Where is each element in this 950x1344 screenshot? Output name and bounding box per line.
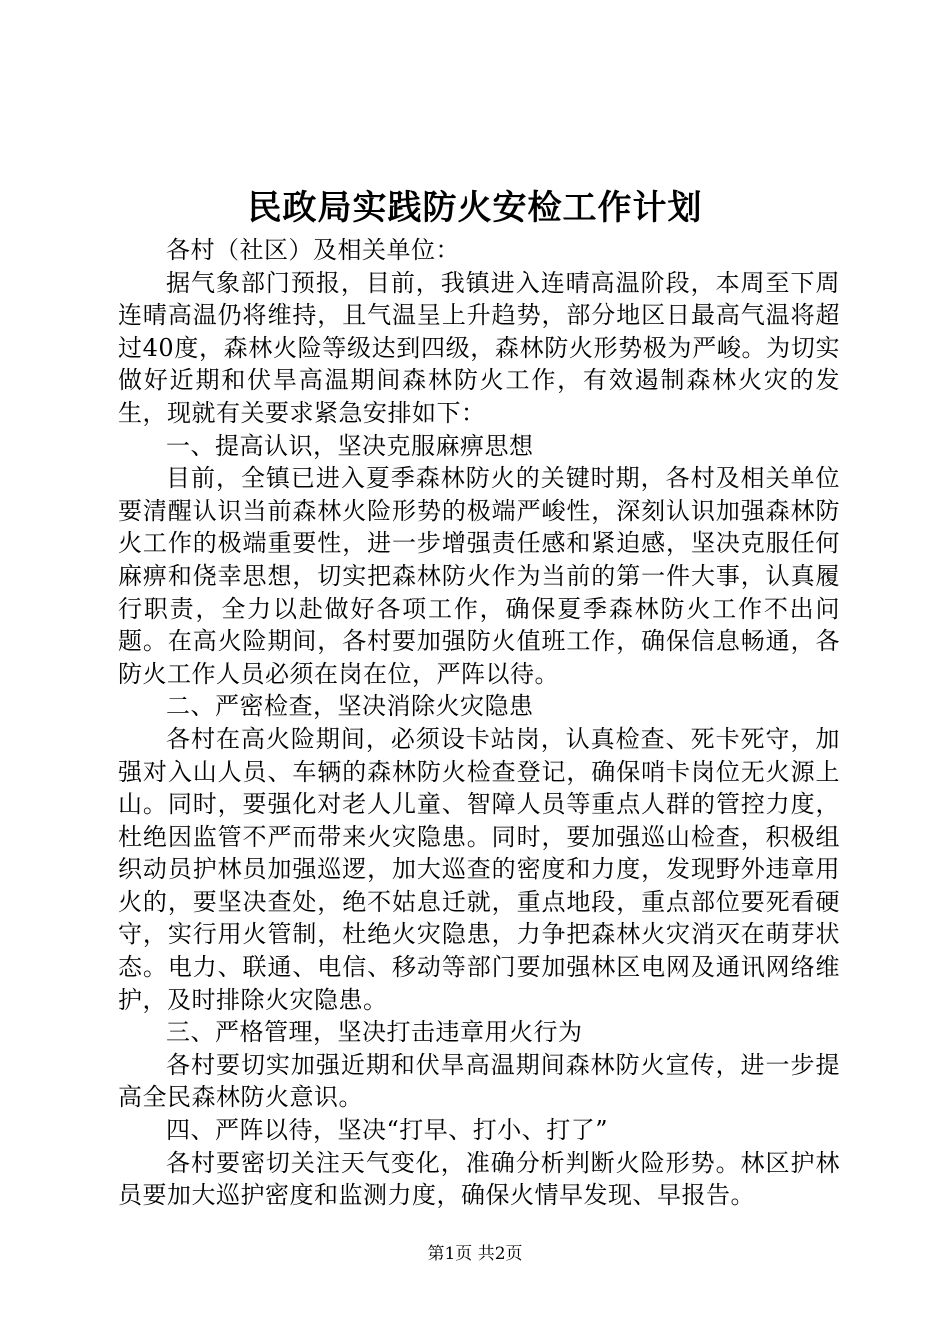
paragraph-section-3: 各村要切实加强近期和伏旱高温期间森林防火宣传，进一步提高全民森林防火意识。	[118, 1050, 840, 1112]
paragraph-intro: 据气象部门预报，目前，我镇进入连晴高温阶段，本周至下周连晴高温仍将维持，且气温呈上升趋势，部分地区日最高气温将超过40度，森林火险等级达到四级，森林防火形势极为严峻。为切实做好近期和伏旱高温期间森林防火工作，有效遏制森林火灾的发生，现就有关要求紧急安排如下：	[118, 268, 840, 427]
paragraph-section-2: 各村在高火险期间，必须设卡站岗，认真检查、死卡死守，加强对入山人员、车辆的森林防火检查登记，确保哨卡岗位无火源上山。同时，要强化对老人儿童、智障人员等重点人群的管控力度，杜绝因监管不严而带来火灾隐患。同时，要加强巡山检查，积极组织动员护林员加强巡逻，加大巡查的密度和力度，发现野外违章用火的，要坚决查处，绝不姑息迁就，重点地段，重点部位要死看硬守，实行用火管制，杜绝火灾隐患，力争把森林火灾消灭在萌芽状态。电力、联通、电信、移动等部门要加强林区电网及通讯网络维护，及时排除火灾隐患。	[118, 724, 840, 1014]
document-title: 民政局实践防火安检工作计划	[247, 188, 703, 228]
paragraph-section-1: 目前，全镇已进入夏季森林防火的关键时期，各村及相关单位要清醒认识当前森林火险形势的极端严峻性，深刻认识加强森林防火工作的极端重要性，进一步增强责任感和紧迫感，坚决克服任何麻痹和侥幸思想，切实把森林防火作为当前的第一件大事，认真履行职责，全力以赴做好各项工作，确保夏季森林防火工作不出问题。在高火险期间，各村要加强防火值班工作，确保信息畅通，各防火工作人员必须在岗在位，严阵以待。	[118, 464, 840, 688]
page-footer: 第1页 共2页	[427, 1244, 523, 1264]
section-heading-2: 二、严密检查，坚决消除火灾隐患	[166, 692, 534, 721]
document-body	[118, 234, 840, 1212]
section-heading-4: 四、严阵以待，坚决“打早、打小、打了”	[166, 1116, 609, 1145]
paragraph-section-4: 各村要密切关注天气变化，准确分析判断火险形势。林区护林员要加大巡护密度和监测力度，确保火情早发现、早报告。	[118, 1148, 840, 1210]
salutation: 各村（社区）及相关单位：	[166, 236, 460, 264]
section-heading-1: 一、提高认识，坚决克服麻痹思想	[166, 431, 534, 460]
section-heading-3: 三、严格管理，坚决打击违章用火行为	[166, 1018, 583, 1047]
